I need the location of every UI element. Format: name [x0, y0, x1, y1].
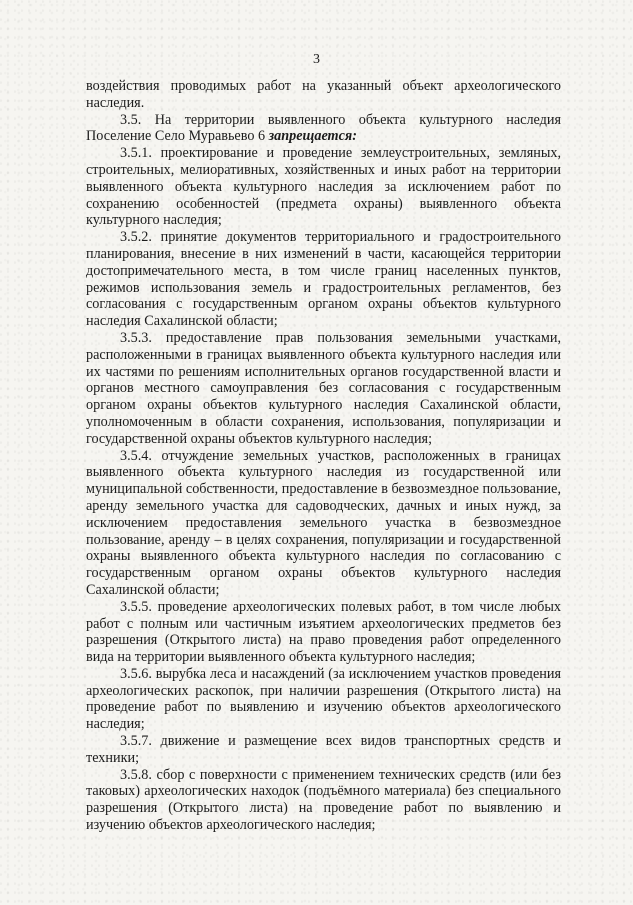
document-body [86, 78, 561, 834]
paragraph-3-5-5: 3.5.5. проведение археологических полевых работ, в том числе любых работ с полным или частичным изъятием археологических предметов без разрешения (Открытого листа) на право проведения работ определенного вида на территории выявленного объекта культурного наследия; [86, 598, 561, 666]
prohibited-heading: запрещается: [268, 128, 357, 145]
paragraph-continuation: воздействия проводимых работ на указанный объект археологического наследия. [86, 78, 561, 111]
paragraph-3-5-4: 3.5.4. отчуждение земельных участков, расположенных в границах выявленного объекта культурного наследия из государственной или муниципальной собственности, предоставление в безвозмездное пользование, аренду земельного участка для садоводческих, дачных и иных нужд, за исключением предоставления земельного участка в безвозмездное пользование, аренду – в целях сохранения, популяризации и государственной охраны выявленного объекта культурного наследия по согласованию с государственным органом охраны объектов культурного наследия Сахалинской области; [86, 447, 561, 598]
paragraph-3-5-6: 3.5.6. вырубка леса и насаждений (за исключением участков проведения археологических раскопок, при наличии разрешения (Открытого листа) на проведение работ по выявлению и изучению объектов археологического наследия; [86, 665, 561, 733]
paragraph-3-5-8: 3.5.8. сбор с поверхности с применением технических средств (или без таковых) археологических находок (подъёмного материала) без специального разрешения (Открытого листа) на проведение работ по выявлению и изучению объектов археологического наследия; [86, 766, 561, 834]
page-number: 3 [313, 52, 320, 67]
paragraph-3-5 [86, 112, 561, 146]
paragraph-3-5-text: 3.5. На территории выявленного объекта культурного наследия Поселение Село Муравьево 6 [86, 111, 561, 145]
paragraph-3-5-7: 3.5.7. движение и размещение всех видов транспортных средств и техники; [86, 733, 561, 766]
paragraph-3-5-2: 3.5.2. принятие документов территориального и градостроительного планирования, внесение в них изменений в части, касающейся территории достопримечательного места, в том числе границ населенных пунктов, режимов использования земель и градостроительных регламентов, без согласования с государственным органом охраны объектов культурного наследия Сахалинской области; [86, 229, 561, 330]
paragraph-3-5-3: 3.5.3. предоставление прав пользования земельными участками, расположенными в границах выявленного объекта культурного наследия или их частями по решениям исполнительных органов государственной власти и органов местного самоуправления без согласования с государственным органом охраны объектов культурного наследия Сахалинской области, уполномоченным в области сохранения, использования, популяризации и государственной охраны объектов культурного наследия; [86, 329, 561, 447]
paragraph-3-5-1: 3.5.1. проектирование и проведение землеустроительных, земляных, строительных, мелиоративных, хозяйственных и иных работ на территории выявленного объекта культурного наследия за исключением работ по сохранению особенностей (предмета охраны) выявленного объекта культурного наследия; [86, 145, 561, 229]
